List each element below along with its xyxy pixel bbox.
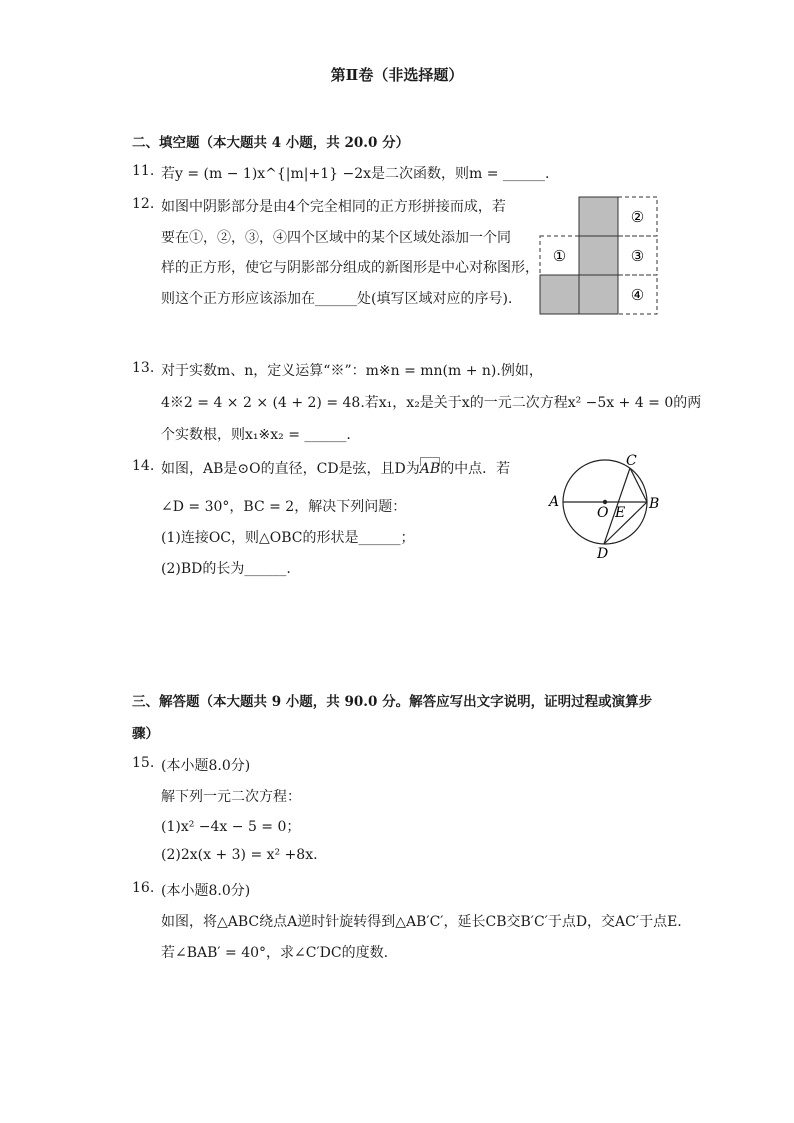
question-13-line-1: 对于实数m、n，定义运算“※”：m※n = mn(m + n).例如， [161,363,543,379]
question-15-line-2: (1)x² −4x − 5 = 0； [161,819,301,835]
label-a: A [549,494,560,510]
question-12-line-3: 样的正方形，使它与阴影部分组成的新图形是中心对称图形， [161,260,539,276]
question-13-line-2: 4※2 = 4 × 2 × (4 + 2) = 48.若x₁，x₂是关于x的一元二次方程x² −5x + 4 = 0的两 [161,395,702,411]
circle-figure [545,452,665,564]
question-number: 14. [132,458,155,474]
question-16-score: (本小题8.0分) [161,883,251,899]
question-14-line-1-post: 的中点．若 [440,461,511,477]
region-label-4: ④ [630,286,645,304]
region-label-2: ② [630,208,645,226]
question-number: 13. [132,360,155,376]
question-16-line-1: 如图，将△ABC绕点A逆时针旋转得到△AB′C′，延长CB交B′C′于点D，交AC′于点E. [161,914,682,930]
shaded-square [579,236,618,275]
question-13-line-3: 个实数根，则x₁※x₂ = ______. [161,427,351,443]
question-12-line-2: 要在①，②，③，④四个区域中的某个区域处添加一个同 [161,230,511,246]
segment-bd [604,502,647,544]
shaded-square [579,275,618,314]
question-14-line-1-pre: 如图，AB是⊙O的直径，CD是弦，且D为 [161,461,420,477]
question-15-score: (本小题8.0分) [161,758,251,774]
question-12-line-4: 则这个正方形应该添加在______处(填写区域对应的序号). [161,291,513,307]
segment-cb [630,468,647,502]
question-14-line-1 [161,458,510,478]
section-heading-solve-cont: 骤） [132,726,159,742]
center-point [603,500,607,504]
region-label-1: ① [552,247,567,265]
shaded-square [540,275,579,314]
label-e: E [615,505,626,521]
question-14-line-2: ∠D = 30°，BC = 2，解决下列问题： [161,499,407,515]
question-15-line-1: 解下列一元二次方程： [161,789,301,805]
question-number: 11. [132,163,155,179]
label-d: D [597,546,609,562]
section-heading-solve: 三、解答题（本大题共 9 小题，共 90.0 分。解答应写出文字说明，证明过程或演算步 [132,694,653,710]
question-number: 15. [132,755,155,771]
square-grid-figure [538,194,662,318]
question-14-line-4: (2)BD的长为______. [161,561,291,577]
question-15-line-3: (2)2x(x + 3) = x² +8x. [161,847,318,863]
question-11-text: 若y = (m − 1)x^{|m|+1} −2x是二次函数，则m = ______. [161,166,550,182]
arc-ab: AB [419,461,441,477]
question-14-line-3: (1)连接OC，则△OBC的形状是______； [161,530,415,546]
page-title: 第Ⅱ卷（非选择题） [330,66,464,84]
label-o: O [597,505,609,521]
question-16-line-2: 若∠BAB′ = 40°，求∠C′DC的度数. [161,945,389,961]
question-12-line-1: 如图中阴影部分是由4个完全相同的正方形拼接而成，若 [161,199,506,215]
label-b: B [649,496,660,512]
shaded-square [579,197,618,236]
section-heading-fill-in: 二、填空题（本大题共 4 小题，共 20.0 分） [132,135,410,151]
question-number: 16. [132,880,155,896]
label-c: C [626,453,637,469]
region-label-3: ③ [630,247,645,265]
question-number: 12. [132,196,155,212]
